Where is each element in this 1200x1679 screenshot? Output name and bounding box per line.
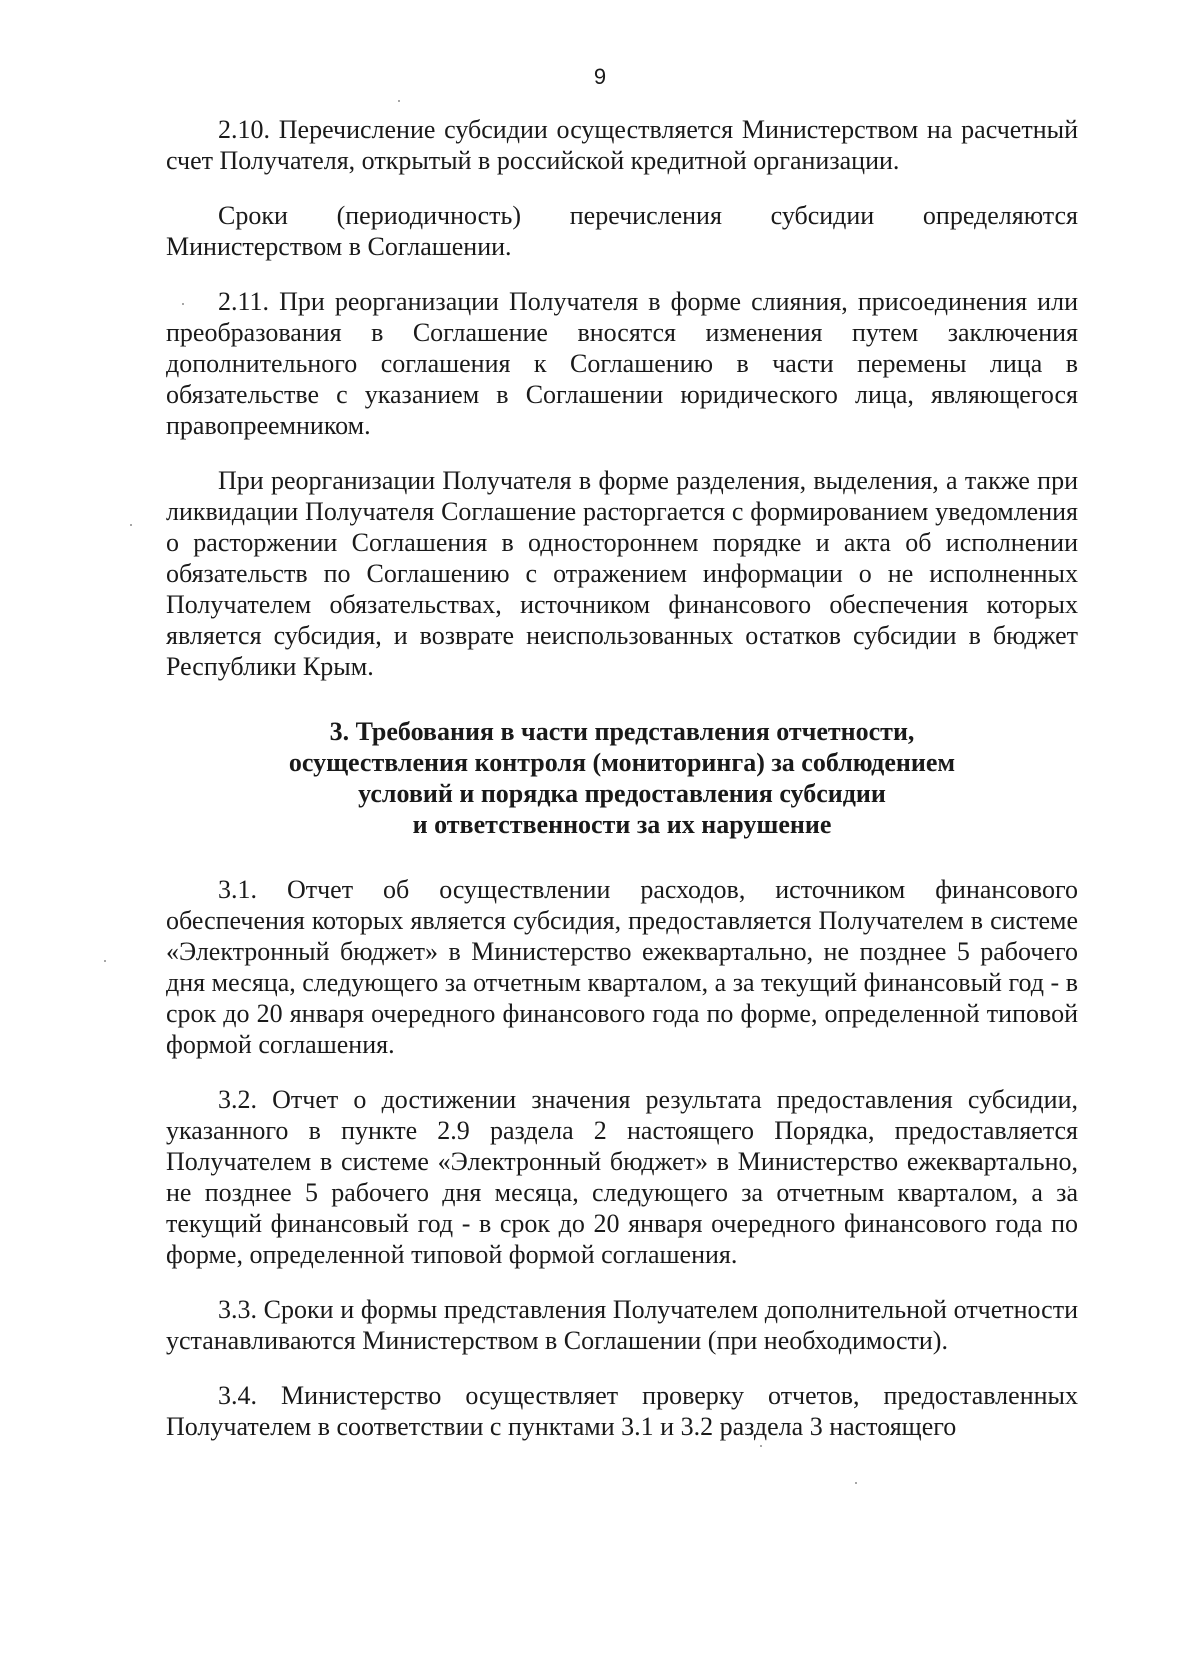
scan-speck xyxy=(855,1482,857,1484)
heading-line: 3. Требования в части представления отчетности, xyxy=(329,717,915,746)
paragraph-3-3: 3.3. Сроки и формы представления Получателем дополнительной отчетности устанавливаются Министерством в Соглашении (при необходимости). xyxy=(166,1295,1078,1355)
heading-line: и ответственности за их нарушение xyxy=(412,810,832,839)
paragraph-reorganization: При реорганизации Получателя в форме разделения, выделения, а также при ликвидации Получателя Соглашение расторгается с формированием уведомления о расторжении Соглашения в одностороннем порядке и акта об исполнении обязательств по Соглашению с отражением информации о не исполненных Получателем обязательствах, источником финансового обеспечения которых является субсидия, и возврате неиспользованных остатков субсидии в бюджет Республики Крым. xyxy=(166,466,1078,681)
heading-line: осуществления контроля (мониторинга) за соблюдением xyxy=(288,748,956,777)
paragraph-terms: Сроки (периодичность) перечисления субсидии определяются Министерством в Соглашении. xyxy=(166,201,1078,261)
page-number: 9 xyxy=(593,64,607,89)
paragraph-3-1: 3.1. Отчет об осуществлении расходов, источником финансового обеспечения которых является субсидия, предоставляется Получателем в системе «Электронный бюджет» в Министерство ежеквартально, не позднее 5 рабочего дня месяца, следующего за отчетным кварталом, а за текущий финансовый год - в срок до 20 января очередного финансового года по форме, определенной типовой формой соглашения. xyxy=(166,875,1078,1059)
paragraph-3-4: 3.4. Министерство осуществляет проверку отчетов, предоставленных Получателем в соответствии с пунктами 3.1 и 3.2 раздела 3 настоящего xyxy=(166,1381,1078,1441)
section-3-heading xyxy=(166,716,1078,840)
scan-speck xyxy=(398,100,400,102)
paragraph-2-11: 2.11. При реорганизации Получателя в форме слияния, присоединения или преобразования в Соглашение вносятся изменения путем заключения дополнительного соглашения к Соглашению в части перемены лица в обязательстве с указанием в Соглашении юридического лица, являющегося правопреемником. xyxy=(166,287,1078,440)
heading-line: условий и порядка предоставления субсидии xyxy=(358,779,886,808)
paragraph-2-10: 2.10. Перечисление субсидии осуществляется Министерством на расчетный счет Получателя, открытый в российской кредитной организации. xyxy=(166,115,1078,175)
paragraph-3-2: 3.2. Отчет о достижении значения результата предоставления субсидии, указанного в пункте 2.9 раздела 2 настоящего Порядка, предоставляется Получателем в системе «Электронный бюджет» в Министерство ежеквартально, не позднее 5 рабочего дня месяца, следующего за отчетным кварталом, а за текущий финансовый год - в срок до 20 января очередного финансового года по форме, определенной типовой формой соглашения. xyxy=(166,1085,1078,1269)
scan-speck xyxy=(760,1445,762,1447)
scan-speck xyxy=(104,960,106,962)
scan-speck xyxy=(130,524,132,526)
document-body xyxy=(166,114,1078,1442)
